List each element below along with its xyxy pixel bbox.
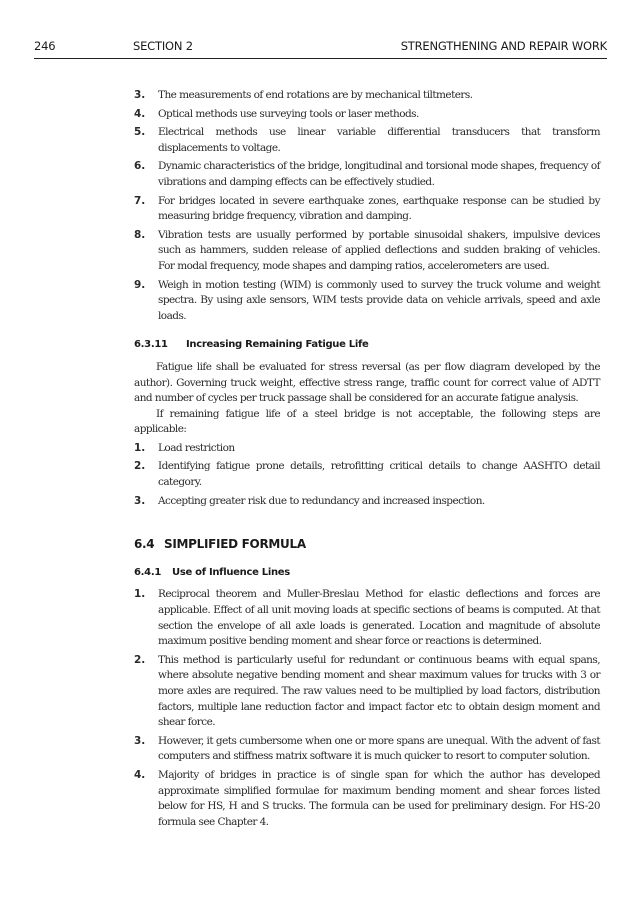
heading-title: SIMPLIFIED FORMULA bbox=[164, 537, 306, 552]
item-text: Dynamic characteristics of the bridge, longitudinal and torsional mode shapes, frequency of vibrations and damping effects can be effectively studied. bbox=[158, 160, 600, 188]
page-body bbox=[134, 88, 600, 833]
item-number: 3. bbox=[134, 734, 146, 747]
item-number: 3. bbox=[134, 89, 146, 101]
paragraph: If remaining fatigue life of a steel bridge is not acceptable, the following steps are applicable: bbox=[134, 407, 600, 436]
heading-number: 6.3.11 bbox=[134, 339, 168, 351]
item-text: Majority of bridges in practice is of single span for which the author has developed approximate simplified formulae for maximum bending moment and shear forces listed below for HS, H and S trucks. The formula can be used for preliminary design. For HS-20 formula see Chapter 4. bbox=[158, 768, 600, 828]
item-text: Accepting greater risk due to redundancy and increased inspection. bbox=[158, 494, 485, 507]
running-header bbox=[34, 39, 607, 55]
item-number: 4. bbox=[134, 768, 146, 781]
item-text: Weigh in motion testing (WIM) is commonly used to survey the truck volume and weight spectra. By using axle sensors, WIM tests provide data on vehicle arrivals, speed and axle loads. bbox=[158, 278, 600, 322]
list-item bbox=[134, 441, 600, 457]
list-item bbox=[134, 653, 600, 731]
heading-number: 6.4.1 bbox=[134, 566, 161, 578]
section-heading-64 bbox=[134, 537, 600, 553]
item-number: 2. bbox=[134, 460, 146, 473]
list-item bbox=[134, 107, 600, 123]
item-text: However, it gets cumbersome when one or more spans are unequal. With the advent of fast computers and stiffness matrix software it is much quicker to resort to computer solution. bbox=[158, 734, 600, 763]
list-item bbox=[134, 734, 600, 765]
page-number: 246 bbox=[34, 39, 56, 53]
paragraph: Fatigue life shall be evaluated for stress reversal (as per flow diagram developed by the author). Governing truck weight, effective stress range, traffic count for correct value of ADTT and number of cycles per truck passage shall be considered for an accurate fatigue analysis. bbox=[134, 360, 600, 405]
list-item bbox=[134, 125, 600, 156]
section-label: SECTION 2 bbox=[133, 39, 193, 53]
list-item bbox=[134, 494, 600, 510]
item-number: 7. bbox=[134, 194, 146, 207]
item-text: The measurements of end rotations are by mechanical tiltmeters. bbox=[158, 89, 473, 101]
header-rule bbox=[34, 58, 607, 59]
list-item bbox=[134, 278, 600, 325]
item-text: Identifying fatigue prone details, retrofitting critical details to change AASHTO detail category. bbox=[158, 460, 600, 489]
item-number: 3. bbox=[134, 494, 146, 507]
item-text: This method is particularly useful for redundant or continuous beams with equal spans, where absolute negative bending moment and shear maximum values for trucks with 3 or more axles are required. The raw values need to be multiplied by load factors, distribution factors, multiple lane reduction factor and impact factor etc to obtain design moment and shear force. bbox=[158, 653, 600, 729]
item-text: Optical methods use surveying tools or laser methods. bbox=[158, 107, 419, 120]
chapter-title: STRENGTHENING AND REPAIR WORK bbox=[400, 39, 607, 53]
list-item bbox=[134, 194, 600, 225]
item-number: 5. bbox=[134, 126, 146, 139]
list-item bbox=[134, 587, 600, 649]
item-text: Reciprocal theorem and Muller-Breslau Method for elastic deflections and forces are applicable. Effect of all unit moving loads at specific sections of beams is computed. At that section the envelope of all axle loads is generated. Location and magnitude of absolute maximum positive bending moment and shear force or reactions is determined. bbox=[158, 588, 600, 648]
item-text: Electrical methods use linear variable differential transducers that transform displacements to voltage. bbox=[158, 126, 600, 154]
measurement-methods-list bbox=[134, 88, 600, 324]
item-number: 1. bbox=[134, 441, 146, 454]
item-text: For bridges located in severe earthquake zones, earthquake response can be studied by measuring bridge frequency, vibration and damping. bbox=[158, 194, 600, 223]
fatigue-steps-list bbox=[134, 441, 600, 509]
subsection-heading-6311 bbox=[134, 337, 600, 353]
list-item bbox=[134, 88, 600, 104]
item-number: 1. bbox=[134, 588, 146, 601]
item-number: 6. bbox=[134, 160, 146, 173]
heading-title: Use of Influence Lines bbox=[172, 566, 290, 578]
heading-title: Increasing Remaining Fatigue Life bbox=[186, 339, 369, 351]
item-number: 4. bbox=[134, 107, 146, 120]
heading-number: 6.4 bbox=[134, 537, 155, 552]
subsection-heading-641 bbox=[134, 565, 600, 581]
item-number: 2. bbox=[134, 653, 146, 666]
list-item bbox=[134, 228, 600, 275]
influence-lines-list bbox=[134, 587, 600, 830]
item-text: Vibration tests are usually performed by portable sinusoidal shakers, impulsive devices such as hammers, sudden release of applied deflections and sudden braking of vehicles. For modal frequency, mode shapes and damping ratios, accelerometers are used. bbox=[158, 228, 600, 272]
item-text: Load restriction bbox=[158, 441, 235, 454]
item-number: 8. bbox=[134, 228, 146, 241]
list-item bbox=[134, 159, 600, 190]
list-item bbox=[134, 768, 600, 830]
item-number: 9. bbox=[134, 278, 146, 291]
list-item bbox=[134, 459, 600, 490]
